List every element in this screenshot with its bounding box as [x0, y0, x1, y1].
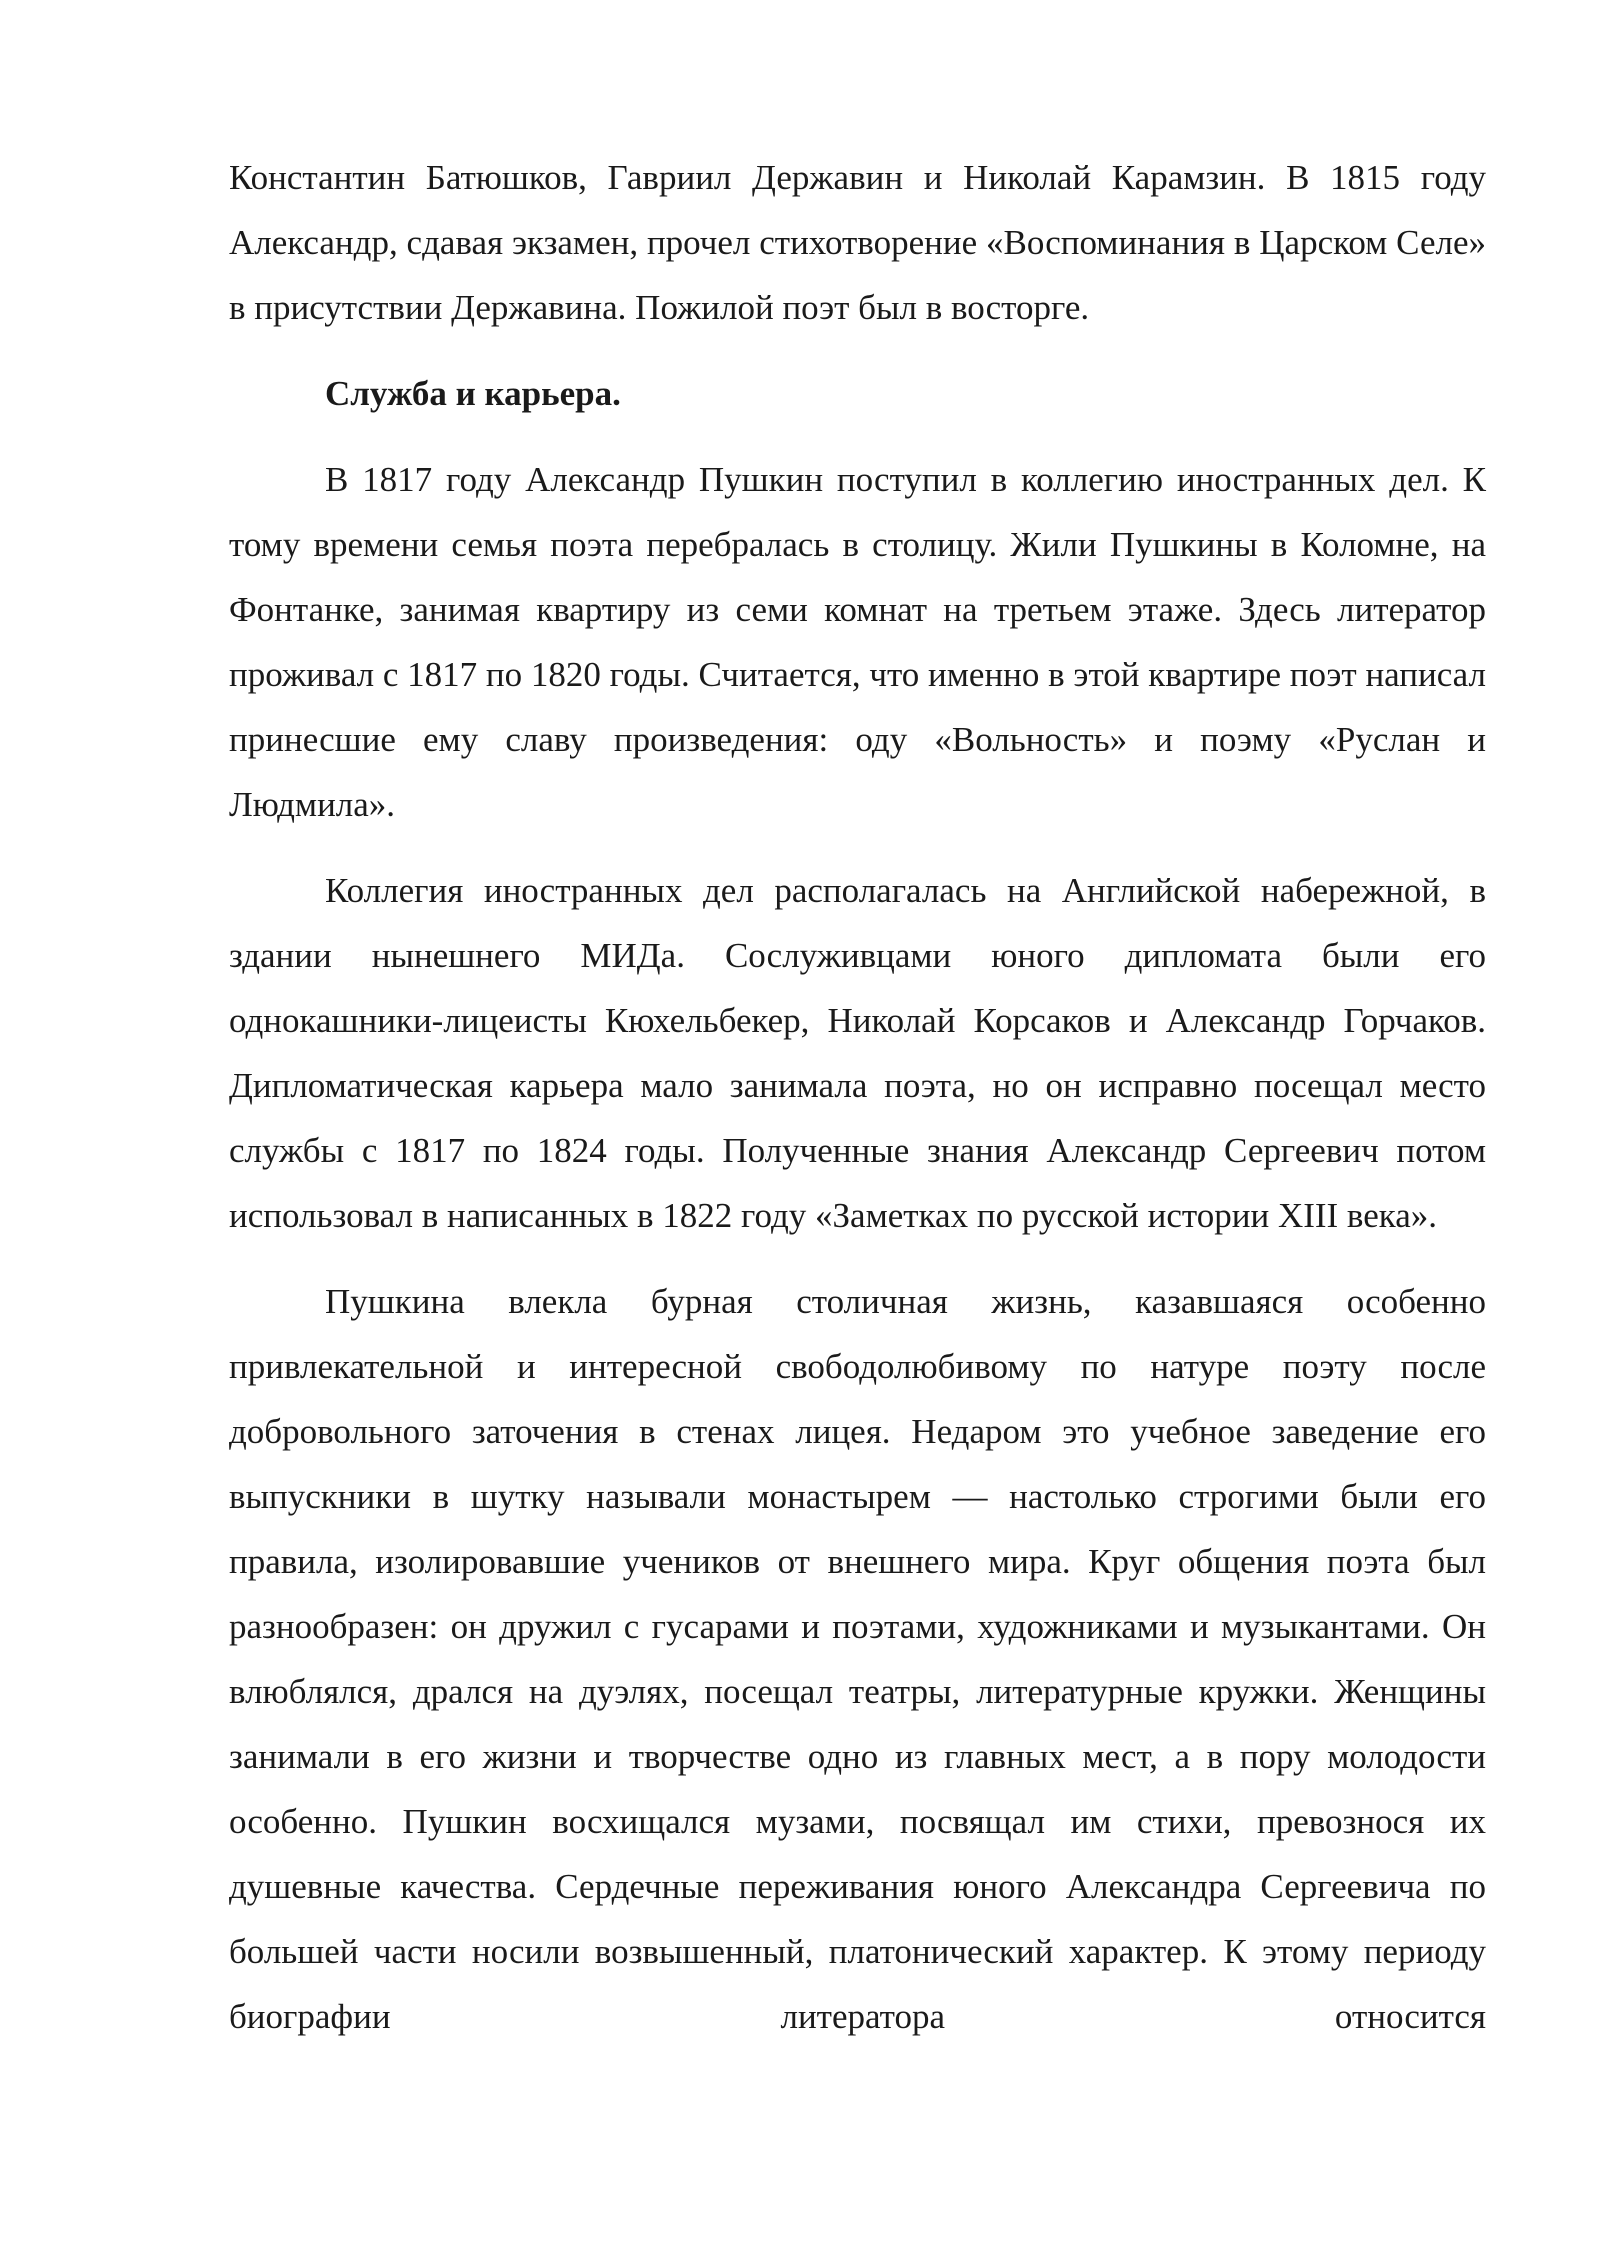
document-page [229, 145, 1486, 2049]
body-paragraph: Пушкина влекла бурная столичная жизнь, казавшаяся особенно привлекательной и интересной свободолюбивому по натуре поэту после добровольного заточения в стенах лицея. Недаром это учебное заведение его выпускники в шутку называли монастырем — настолько строгими были его правила, изолировавшие учеников от внешнего мира. Круг общения поэта был разнообразен: он дружил с гусарами и поэтами, художниками и музыкантами. Он влюблялся, дрался на дуэлях, посещал театры, литературные кружки. Женщины занимали в его жизни и творчестве одно из главных мест, а в пору молодости особенно. Пушкин восхищался музами, посвящал им стихи, превозноcя их душевные качества. Сердечные переживания юного Александра Сергеевича по большей части носили возвышенный, платонический характер. К этому периоду биографии литератора относится [229, 1282, 1486, 2036]
body-paragraph: Коллегия иностранных дел располагалась на Английской набережной, в здании нынешнего МИДа. Сослуживцами юного дипломата были его однокашники-лицеисты Кюхельбекер, Николай Корсаков и Александр Горчаков. Дипломатическая карьера мало занимала поэта, но он исправно посещал место службы с 1817 по 1824 годы. Полученные знания Александр Сергеевич потом использовал в написанных в 1822 году «Заметках по русской истории XIII века». [229, 871, 1486, 1235]
body-paragraph: В 1817 году Александр Пушкин поступил в коллегию иностранных дел. К тому времени семья поэта перебралась в столицу. Жили Пушкины в Коломне, на Фонтанке, занимая квартиру из семи комнат на третьем этаже. Здесь литератор проживал с 1817 по 1820 годы. Считается, что именно в этой квартире поэт написал принесшие ему славу произведения: оду «Вольность» и поэму «Руслан и Людмила». [229, 460, 1486, 824]
continuation-paragraph: Константин Батюшков, Гавриил Державин и Николай Карамзин. В 1815 году Александр, сдавая экзамен, прочел стихотворение «Воспоминания в Царском Селе» в присутствии Державина. Пожилой поэт был в восторге. [229, 158, 1486, 327]
section-heading: Служба и карьера. [325, 374, 621, 413]
